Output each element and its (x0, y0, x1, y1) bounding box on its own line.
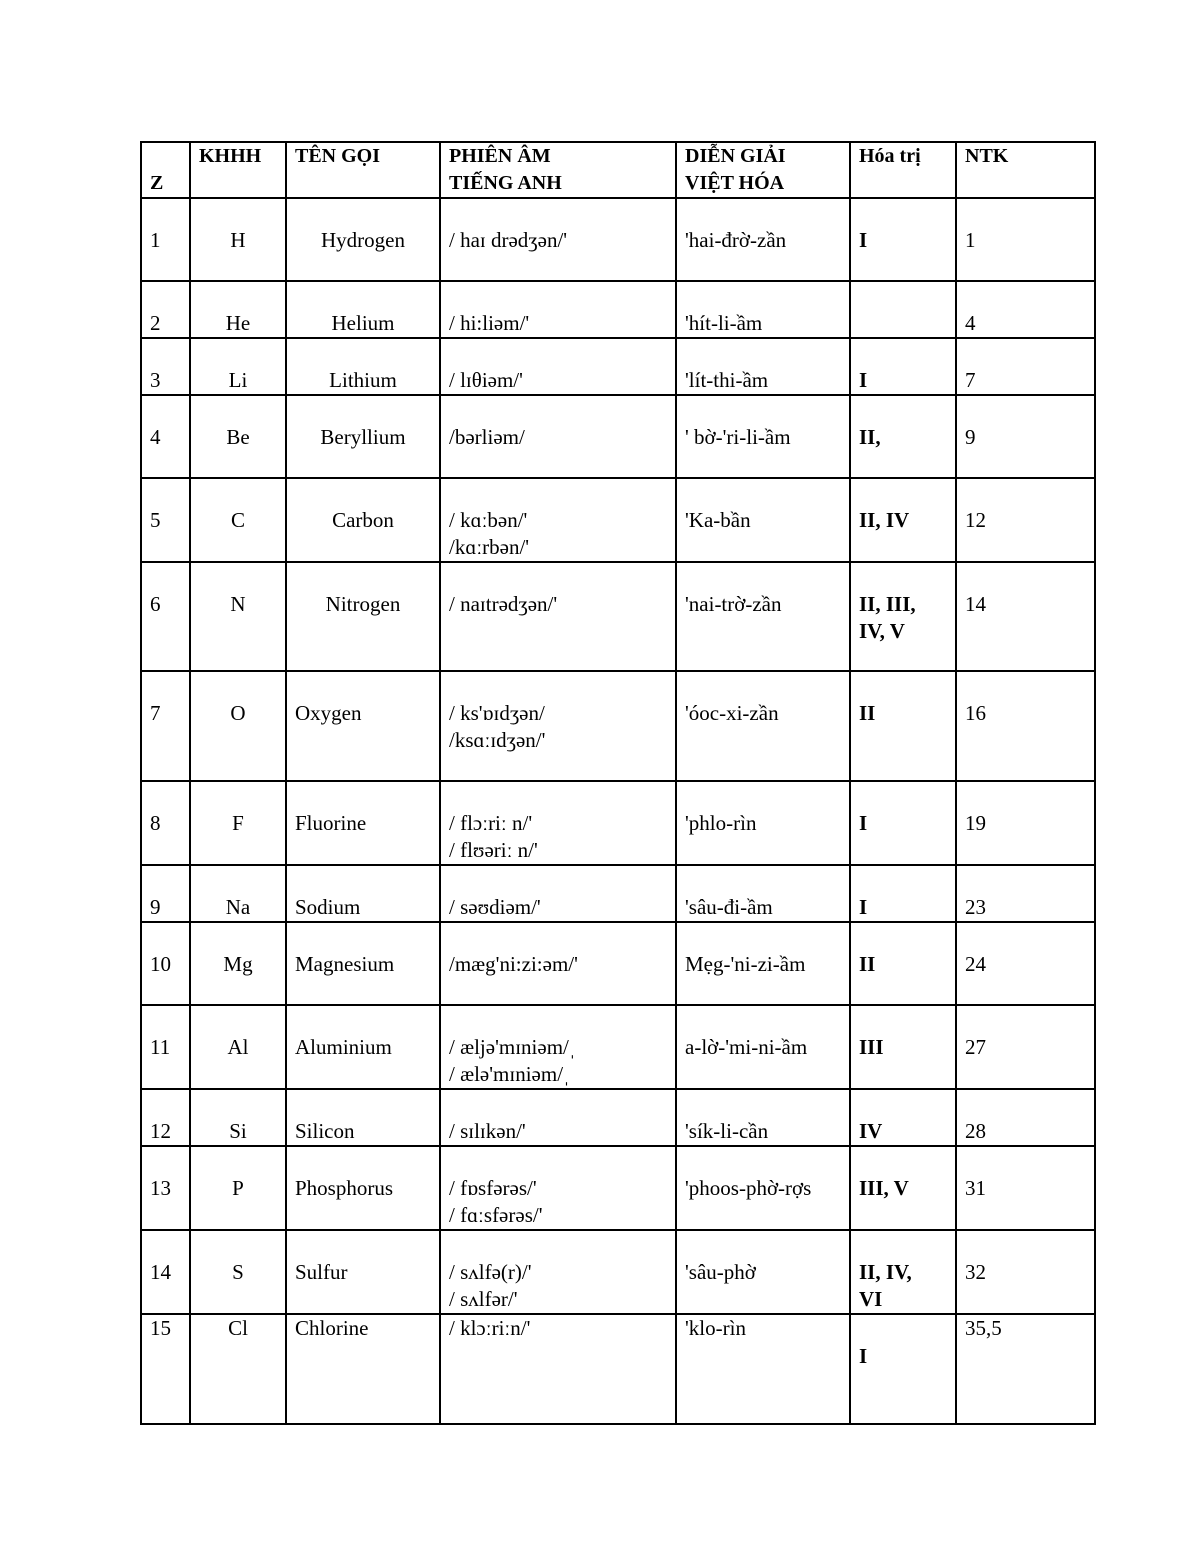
cell-ten-goi-text: Hydrogen (321, 228, 405, 252)
cell-ten-goi (286, 1230, 440, 1314)
cell-z (141, 198, 190, 281)
cell-dien-giai-text: 'phoos-phờ-rợs (685, 1176, 812, 1200)
header-ten-goi: TÊN GỌI (286, 142, 440, 198)
cell-ten-goi (286, 395, 440, 478)
cell-phien-am-text: / fɒsfərəs/' / fɑːsfərəs/' (449, 1176, 543, 1227)
cell-hoa-tri-text: I (859, 1344, 868, 1368)
cell-ntk-text: 12 (965, 508, 986, 532)
cell-hoa-tri-text: IV (859, 1119, 883, 1143)
cell-khhh (190, 781, 286, 865)
cell-dien-giai-text: 'óoc-xi-zần (685, 701, 779, 725)
cell-dien-giai (676, 1146, 850, 1230)
cell-dien-giai (676, 478, 850, 562)
cell-dien-giai-text: ' bờ-'ri-li-ầm (685, 425, 791, 449)
cell-hoa-tri (850, 1005, 956, 1089)
cell-phien-am (440, 478, 676, 562)
cell-phien-am-text: / ks'ɒɪdʒən/ /ksɑːɪdʒən/' (449, 701, 546, 752)
table-row (141, 671, 1095, 781)
cell-phien-am (440, 1230, 676, 1314)
cell-hoa-tri (850, 1146, 956, 1230)
cell-ntk (956, 1230, 1095, 1314)
cell-dien-giai-text: 'phlo-rìn (685, 811, 757, 835)
cell-khhh (190, 562, 286, 671)
cell-z-text: 3 (150, 368, 161, 392)
table-row (141, 1146, 1095, 1230)
cell-khhh (190, 1230, 286, 1314)
cell-z (141, 562, 190, 671)
cell-z (141, 1230, 190, 1314)
cell-hoa-tri-text: I (859, 895, 868, 919)
cell-hoa-tri-text: III (859, 1035, 884, 1059)
cell-z-text: 1 (150, 228, 161, 252)
cell-dien-giai (676, 395, 850, 478)
cell-ntk-text: 19 (965, 811, 986, 835)
header-phien-am: PHIÊN ÂM TIẾNG ANH (440, 142, 676, 198)
cell-phien-am-text: / sʌlfə(r)/' / sʌlfər/' (449, 1260, 532, 1311)
table-row (141, 395, 1095, 478)
cell-phien-am-text: / lɪθiəm/' (449, 368, 523, 392)
cell-dien-giai-text: 'hít-li-ầm (685, 311, 763, 335)
cell-ten-goi (286, 1314, 440, 1424)
table-row (141, 781, 1095, 865)
cell-z (141, 1314, 190, 1424)
cell-ntk (956, 1314, 1095, 1424)
cell-z-text: 9 (150, 895, 161, 919)
cell-dien-giai-text: 'sâu-phờ (685, 1260, 756, 1284)
cell-hoa-tri-text: I (859, 228, 868, 252)
cell-khhh (190, 671, 286, 781)
cell-khhh-text: Al (227, 1035, 249, 1059)
cell-z (141, 1089, 190, 1146)
cell-hoa-tri (850, 281, 956, 338)
cell-hoa-tri (850, 865, 956, 922)
cell-khhh-text: S (232, 1260, 244, 1284)
cell-phien-am-text: / klɔːriːn/' (449, 1316, 531, 1340)
cell-khhh (190, 478, 286, 562)
cell-phien-am (440, 671, 676, 781)
table-row (141, 922, 1095, 1005)
cell-dien-giai (676, 1005, 850, 1089)
cell-khhh-text: Mg (223, 952, 253, 976)
cell-hoa-tri (850, 395, 956, 478)
cell-ntk-text: 9 (965, 425, 976, 449)
cell-ten-goi-text: Sulfur (295, 1260, 348, 1284)
cell-hoa-tri-text: II (859, 952, 876, 976)
cell-hoa-tri (850, 562, 956, 671)
cell-ten-goi (286, 922, 440, 1005)
cell-z-text: 10 (150, 952, 171, 976)
cell-hoa-tri-text: II, IV (859, 508, 910, 532)
cell-hoa-tri-text: II, IV, VI (859, 1260, 912, 1311)
cell-phien-am (440, 1005, 676, 1089)
cell-hoa-tri-text: I (859, 811, 868, 835)
cell-z-text: 14 (150, 1260, 171, 1284)
table-row (141, 338, 1095, 395)
header-khhh: KHHH (190, 142, 286, 198)
cell-khhh-text: Li (228, 368, 248, 392)
cell-khhh (190, 922, 286, 1005)
cell-khhh-text: H (230, 228, 246, 252)
cell-z-text: 13 (150, 1176, 171, 1200)
cell-ntk (956, 281, 1095, 338)
cell-ten-goi (286, 1146, 440, 1230)
cell-khhh (190, 198, 286, 281)
table-row (141, 865, 1095, 922)
cell-z-text: 5 (150, 508, 161, 532)
element-table (140, 141, 1096, 1425)
cell-khhh-text: Be (226, 425, 250, 449)
cell-khhh (190, 338, 286, 395)
cell-ntk (956, 395, 1095, 478)
cell-z-text: 6 (150, 592, 161, 616)
cell-phien-am (440, 562, 676, 671)
cell-phien-am (440, 865, 676, 922)
cell-dien-giai-text: 'Ka-bần (685, 508, 751, 532)
cell-phien-am (440, 922, 676, 1005)
cell-phien-am (440, 198, 676, 281)
cell-hoa-tri (850, 338, 956, 395)
cell-ten-goi (286, 338, 440, 395)
cell-khhh (190, 281, 286, 338)
cell-ntk-text: 14 (965, 592, 986, 616)
cell-dien-giai (676, 1089, 850, 1146)
cell-ten-goi-text: Silicon (295, 1119, 355, 1143)
cell-khhh-text: F (232, 811, 244, 835)
cell-ten-goi (286, 781, 440, 865)
cell-ntk (956, 1005, 1095, 1089)
cell-z (141, 395, 190, 478)
cell-dien-giai (676, 338, 850, 395)
cell-ntk-text: 16 (965, 701, 986, 725)
cell-ten-goi-text: Aluminium (295, 1035, 392, 1059)
cell-khhh-text: P (232, 1176, 244, 1200)
cell-ten-goi-text: Oxygen (295, 701, 362, 725)
cell-z (141, 1146, 190, 1230)
cell-ntk-text: 27 (965, 1035, 986, 1059)
table-row (141, 1230, 1095, 1314)
table-row (141, 562, 1095, 671)
cell-hoa-tri-text: II (859, 701, 876, 725)
cell-dien-giai-text: a-lờ-'mi-ni-ầm (685, 1035, 808, 1059)
cell-ntk (956, 198, 1095, 281)
cell-hoa-tri (850, 198, 956, 281)
cell-ten-goi (286, 865, 440, 922)
table-row (141, 478, 1095, 562)
header-row (141, 142, 1095, 198)
cell-ntk-text: 32 (965, 1260, 986, 1284)
cell-phien-am-text: / haɪ drədʒən/' (449, 228, 568, 252)
cell-ntk-text: 1 (965, 228, 976, 252)
cell-dien-giai (676, 922, 850, 1005)
cell-z (141, 1005, 190, 1089)
cell-dien-giai-text: 'lít-thi-ầm (685, 368, 769, 392)
cell-khhh-text: Si (229, 1119, 247, 1143)
cell-khhh-text: He (225, 311, 251, 335)
cell-ntk (956, 338, 1095, 395)
cell-dien-giai (676, 865, 850, 922)
cell-dien-giai (676, 671, 850, 781)
cell-ten-goi (286, 198, 440, 281)
cell-phien-am-text: /mæg'ni:zi:əm/' (449, 952, 578, 976)
cell-ten-goi-text: Beryllium (320, 425, 406, 449)
cell-phien-am (440, 1146, 676, 1230)
cell-phien-am-text: / flɔːriː n/' / flʊəriː n/' (449, 811, 538, 862)
cell-khhh (190, 865, 286, 922)
cell-phien-am (440, 1089, 676, 1146)
cell-dien-giai (676, 281, 850, 338)
cell-hoa-tri (850, 478, 956, 562)
header-dien-giai: DIỄN GIẢI VIỆT HÓA (676, 142, 850, 198)
cell-khhh (190, 1005, 286, 1089)
cell-hoa-tri (850, 1314, 956, 1424)
cell-ntk (956, 671, 1095, 781)
header-ntk: NTK (956, 142, 1095, 198)
header-hoa-tri: Hóa trị (850, 142, 956, 198)
cell-dien-giai-text: 'sík-li-cần (685, 1119, 769, 1143)
cell-ten-goi-text: Sodium (295, 895, 361, 919)
cell-phien-am (440, 781, 676, 865)
cell-khhh-text: O (230, 701, 246, 725)
cell-z-text: 2 (150, 311, 161, 335)
cell-ntk (956, 865, 1095, 922)
cell-z-text: 7 (150, 701, 161, 725)
cell-phien-am-text: / naɪtrədʒən/' (449, 592, 558, 616)
cell-phien-am (440, 338, 676, 395)
cell-dien-giai (676, 562, 850, 671)
cell-phien-am (440, 1314, 676, 1424)
table-row (141, 1005, 1095, 1089)
cell-z-text: 8 (150, 811, 161, 835)
cell-ntk (956, 1146, 1095, 1230)
cell-phien-am-text: / səʊdiəm/' (449, 895, 541, 919)
cell-phien-am-text: /bərliəm/ (449, 425, 525, 449)
table-row (141, 198, 1095, 281)
header-z: Z (141, 142, 190, 198)
cell-ten-goi-text: Helium (331, 311, 395, 335)
cell-dien-giai-text: 'sâu-đi-ầm (685, 895, 773, 919)
cell-z (141, 922, 190, 1005)
cell-ntk-text: 7 (965, 368, 976, 392)
cell-ten-goi (286, 1089, 440, 1146)
table-row (141, 1314, 1095, 1424)
cell-ntk (956, 922, 1095, 1005)
cell-hoa-tri-text: II, (859, 425, 881, 449)
cell-khhh-text: Cl (228, 1316, 248, 1340)
table-row (141, 281, 1095, 338)
cell-ntk-text: 35,5 (965, 1316, 1002, 1340)
cell-hoa-tri-text: III, V (859, 1176, 909, 1200)
cell-ntk-text: 4 (965, 311, 976, 335)
cell-dien-giai-text: 'nai-trờ-zần (685, 592, 782, 616)
cell-phien-am (440, 281, 676, 338)
cell-khhh (190, 1089, 286, 1146)
cell-z (141, 671, 190, 781)
cell-ntk (956, 1089, 1095, 1146)
cell-ten-goi (286, 281, 440, 338)
cell-dien-giai (676, 198, 850, 281)
cell-ntk-text: 23 (965, 895, 986, 919)
cell-dien-giai-text: 'klo-rìn (685, 1316, 746, 1340)
cell-z-text: 12 (150, 1119, 171, 1143)
cell-hoa-tri (850, 1089, 956, 1146)
cell-hoa-tri-text: II, III, IV, V (859, 592, 916, 643)
cell-hoa-tri (850, 1230, 956, 1314)
cell-z (141, 338, 190, 395)
cell-ntk-text: 24 (965, 952, 986, 976)
cell-dien-giai (676, 1314, 850, 1424)
cell-ten-goi-text: Phosphorus (295, 1176, 394, 1200)
cell-dien-giai-text: Mẹg-'ni-zi-ầm (685, 952, 806, 976)
table-row (141, 1089, 1095, 1146)
cell-ten-goi-text: Lithium (329, 368, 397, 392)
cell-ntk (956, 781, 1095, 865)
cell-z (141, 781, 190, 865)
cell-khhh-text: C (230, 508, 245, 532)
cell-khhh-text: Na (225, 895, 251, 919)
cell-hoa-tri (850, 671, 956, 781)
cell-ten-goi-text: Fluorine (295, 811, 367, 835)
cell-phien-am-text: / sɪlɪkən/' (449, 1119, 526, 1143)
cell-z-text: 4 (150, 425, 161, 449)
cell-dien-giai (676, 1230, 850, 1314)
cell-phien-am (440, 395, 676, 478)
cell-ntk-text: 31 (965, 1176, 986, 1200)
cell-dien-giai (676, 781, 850, 865)
cell-z (141, 281, 190, 338)
cell-khhh (190, 1314, 286, 1424)
cell-phien-am-text: / ælјə'mɪniəm/ˌ / ælə'mɪniəm/ˌ (449, 1035, 576, 1086)
cell-ten-goi (286, 671, 440, 781)
cell-ten-goi (286, 1005, 440, 1089)
cell-ntk (956, 562, 1095, 671)
cell-phien-am-text: / hi:liəm/' (449, 311, 530, 335)
cell-z-text: 15 (150, 1316, 171, 1340)
cell-ten-goi-text: Chlorine (295, 1316, 369, 1340)
cell-khhh-text: N (230, 592, 246, 616)
cell-ntk-text: 28 (965, 1119, 986, 1143)
cell-ten-goi (286, 562, 440, 671)
cell-khhh (190, 1146, 286, 1230)
cell-phien-am-text: / kɑːbən/' /kɑːrbən/' (449, 508, 530, 559)
cell-ten-goi-text: Carbon (332, 508, 394, 532)
cell-hoa-tri-text: I (859, 368, 868, 392)
cell-z (141, 478, 190, 562)
cell-hoa-tri (850, 922, 956, 1005)
cell-ntk (956, 478, 1095, 562)
cell-dien-giai-text: 'hai-đrờ-zần (685, 228, 787, 252)
cell-khhh (190, 395, 286, 478)
cell-hoa-tri (850, 781, 956, 865)
cell-z-text: 11 (150, 1035, 171, 1059)
cell-ten-goi-text: Magnesium (295, 952, 395, 976)
cell-ten-goi (286, 478, 440, 562)
cell-ten-goi-text: Nitrogen (325, 592, 401, 616)
cell-z (141, 865, 190, 922)
